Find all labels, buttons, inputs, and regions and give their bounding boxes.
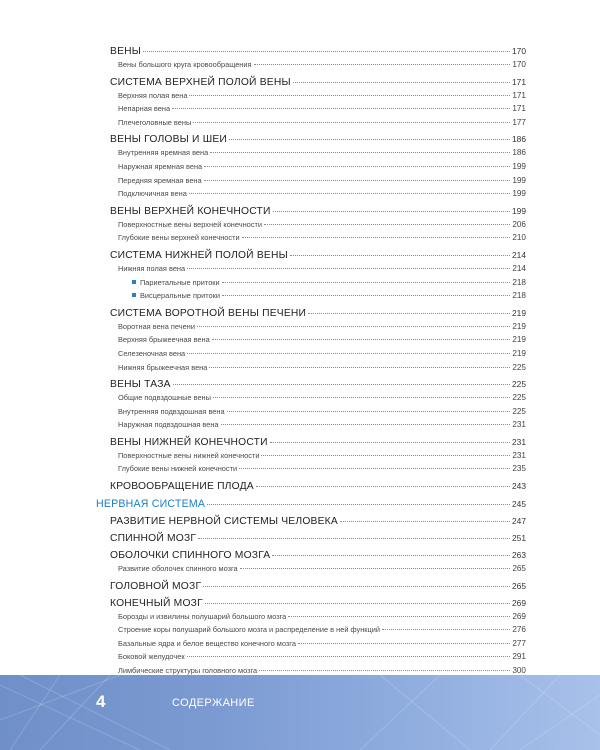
toc-entry-title-text: Строение коры полушарий большого мозга и распределение в ней функций: [118, 625, 381, 635]
toc-entry-title: [118, 119, 191, 126]
toc-entry-title: [118, 640, 296, 647]
toc-page-number: 199: [512, 189, 526, 199]
dot-leader: [205, 603, 510, 604]
toc-entry-title-text: Глубокие вены верхней конечности: [118, 233, 240, 243]
toc-subentry: [96, 613, 526, 627]
toc-entry-title: [110, 438, 268, 448]
toc-subentry: [96, 653, 526, 667]
square-bullet-icon: [132, 280, 136, 284]
dot-leader: [256, 486, 510, 487]
toc-entry-title: [118, 163, 202, 170]
toc-subentry: [96, 323, 526, 337]
dot-leader: [187, 268, 510, 269]
page-number: 4: [96, 692, 106, 711]
toc-chapter-entry: [96, 132, 526, 149]
toc-page-number: 276: [512, 625, 526, 635]
toc-page-number: 218: [512, 277, 526, 287]
toc-subentry: [96, 421, 526, 435]
dot-leader: [187, 656, 511, 657]
toc-entry-title-text: СИСТЕМА ВОРОТНОЙ ВЕНЫ ПЕЧЕНИ: [110, 307, 307, 319]
toc-subentry: [96, 234, 526, 248]
toc-entry-title: [118, 336, 210, 343]
toc-chapter-entry: [96, 531, 526, 548]
footer-decorative-lines: [0, 675, 600, 750]
toc-page-number: 277: [512, 638, 526, 648]
toc-entry-title: [118, 92, 187, 99]
page-footer-band: [0, 675, 600, 750]
toc-entry-title: [118, 265, 185, 272]
toc-entry-title: [118, 421, 219, 428]
toc-page-number: 171: [512, 76, 526, 87]
dot-leader: [340, 521, 510, 522]
toc-entry-title: [110, 551, 270, 561]
toc-page-number: 219: [512, 307, 526, 318]
toc-entry-title: [110, 482, 254, 492]
toc-subentry: [96, 565, 526, 579]
dot-leader: [210, 152, 510, 153]
toc-entry-title: [118, 105, 170, 112]
dot-leader: [261, 455, 510, 456]
toc-page-number: 170: [512, 46, 526, 56]
toc-entry-title: [110, 599, 203, 609]
toc-subentry: [96, 408, 526, 422]
toc-page-number: 231: [512, 420, 526, 430]
toc-page-number: 171: [512, 90, 526, 100]
toc-entry-title-text: Нижняя брыжеечная вена: [118, 362, 208, 372]
toc-subentry: [96, 61, 526, 75]
toc-chapter-entry: [96, 435, 526, 452]
toc-chapter-entry: [96, 377, 526, 394]
toc-subentry: [96, 640, 526, 654]
dot-leader: [222, 295, 510, 296]
toc-subentry: [96, 177, 526, 191]
toc-subentry: [96, 221, 526, 235]
toc-page-number: 214: [512, 263, 526, 273]
toc-entry-title-text: ГОЛОВНОЙ МОЗГ: [110, 580, 202, 592]
toc-entry-title: [110, 309, 306, 319]
toc-entry-title-text: Наружная яремная вена: [118, 161, 203, 171]
toc-entry-title-text: Лимбические структуры головного мозга: [118, 666, 258, 676]
toc-chapter-entry: [96, 579, 526, 596]
toc-page-number: 186: [512, 134, 526, 145]
toc-entry-title: [118, 350, 185, 357]
dot-leader: [290, 255, 510, 256]
toc-page-number: 247: [512, 516, 526, 527]
toc-entry-title: [140, 279, 220, 286]
toc-entry-title: [110, 517, 338, 527]
toc-entry-title: [118, 565, 238, 572]
toc-page-number: 219: [512, 335, 526, 345]
toc-chapter-entry: [96, 306, 526, 323]
toc-entry-title-text: Передняя яремная вена: [118, 175, 202, 185]
dot-leader: [189, 193, 511, 194]
toc-entry-title-text: ВЕНЫ НИЖНЕЙ КОНЕЧНОСТИ: [110, 436, 268, 448]
toc-page-number: 225: [512, 393, 526, 403]
dot-leader: [264, 224, 510, 225]
toc-entry-title-text: Внутренняя яремная вена: [118, 148, 209, 158]
toc-entry-title-text: Верхняя брыжеечная вена: [118, 335, 210, 345]
toc-page-number: 219: [512, 321, 526, 331]
toc-subentry: [96, 465, 526, 479]
toc-page-number: 231: [512, 436, 526, 447]
toc-chapter-entry: [96, 514, 526, 531]
toc-entry-title: [118, 394, 211, 401]
dot-leader: [207, 504, 510, 505]
toc-page-number: 225: [512, 362, 526, 372]
dot-leader: [382, 629, 510, 630]
toc-chapter-entry: [96, 204, 526, 221]
toc-page-number: 199: [512, 175, 526, 185]
toc-entry-title-text: КРОВООБРАЩЕНИЕ ПЛОДА: [110, 481, 254, 493]
toc-page-number: 214: [512, 249, 526, 260]
toc-chapter-entry: [96, 479, 526, 496]
toc-page-number: 225: [512, 379, 526, 390]
toc-page-number: 177: [512, 117, 526, 127]
toc-entry-title-text: Подключичная вена: [118, 189, 187, 199]
toc-entry-title: [118, 626, 380, 633]
toc-part-heading: [96, 496, 526, 514]
dot-leader: [254, 64, 511, 65]
dot-leader: [222, 282, 511, 283]
dot-leader: [187, 353, 510, 354]
toc-entry-title-text: НЕРВНАЯ СИСТЕМА: [96, 498, 206, 511]
toc-chapter-entry: [96, 248, 526, 265]
dot-leader: [308, 313, 510, 314]
dot-leader: [197, 326, 510, 327]
toc-page-number: 300: [512, 666, 526, 676]
toc-subentry: [96, 350, 526, 364]
dot-leader: [270, 442, 510, 443]
toc-page-number: 243: [512, 481, 526, 492]
toc-entry-title-text: Базальные ядра и белое вещество конечного мозга: [118, 638, 296, 648]
toc-chapter-entry: [96, 596, 526, 613]
toc-entry-title-text: Верхняя полая вена: [118, 90, 188, 100]
toc-entry-title-text: Наружная подвздошная вена: [118, 420, 219, 430]
toc-entry-title-text: Париетальные притоки: [140, 277, 220, 287]
dot-leader: [143, 51, 510, 52]
toc-entry-title: [96, 499, 205, 510]
dot-leader: [259, 670, 510, 671]
toc-subentry: [96, 92, 526, 106]
toc-entry-title: [140, 292, 220, 299]
toc-entry-title: [110, 135, 227, 145]
toc-entry-title-text: Развитие оболочек спинного мозга: [118, 564, 238, 574]
toc-page-number: 291: [512, 652, 526, 662]
dot-leader: [203, 586, 510, 587]
toc-subentry: [96, 163, 526, 177]
toc-entry-title: [110, 534, 196, 544]
toc-page-number: 269: [512, 611, 526, 621]
dot-leader: [227, 411, 511, 412]
dot-leader: [240, 568, 511, 569]
toc-entry-title-text: СИСТЕМА ВЕРХНЕЙ ПОЛОЙ ВЕНЫ: [110, 76, 291, 88]
toc-page-number: 186: [512, 148, 526, 158]
toc-entry-title: [110, 47, 141, 57]
toc-entry-title: [118, 364, 207, 371]
toc-entry-title-text: Поверхностные вены нижней конечности: [118, 450, 260, 460]
toc-entry-title: [118, 667, 257, 674]
dot-leader: [221, 424, 511, 425]
toc-entry-title-text: Борозды и извилины полушарий большого мозга: [118, 611, 287, 621]
toc-chapter-entry: [96, 548, 526, 565]
toc-page-number: 231: [512, 450, 526, 460]
toc-page-number: 210: [512, 233, 526, 243]
toc-entry-title: [118, 61, 252, 68]
toc-entry-title-text: Селезеночная вена: [118, 348, 186, 358]
dot-leader: [189, 95, 510, 96]
dot-leader: [229, 139, 510, 140]
dot-leader: [204, 180, 511, 181]
toc-page-number: 206: [512, 219, 526, 229]
toc-entry-title-text: Непарная вена: [118, 104, 171, 114]
toc-subentry: [96, 336, 526, 350]
toc-entry-title: [110, 380, 171, 390]
toc-subentry: [96, 265, 526, 279]
toc-page-number: 265: [512, 580, 526, 591]
square-bullet-icon: [132, 293, 136, 297]
toc-subentry: [96, 190, 526, 204]
toc-entry-title-text: Вены большого круга кровообращения: [118, 60, 252, 69]
toc-entry-title-text: СИСТЕМА НИЖНЕЙ ПОЛОЙ ВЕНЫ: [110, 249, 288, 261]
toc-subentry: [96, 626, 526, 640]
dot-leader: [293, 82, 510, 83]
dot-leader: [273, 211, 510, 212]
toc-entry-title-text: Боковой желудочек: [118, 652, 185, 662]
dot-leader: [209, 367, 510, 368]
toc-entry-title-text: ВЕНЫ ТАЗА: [110, 379, 171, 391]
toc-page-number: 219: [512, 348, 526, 358]
toc-entry-title-text: РАЗВИТИЕ НЕРВНОЙ СИСТЕМЫ ЧЕЛОВЕКА: [110, 516, 338, 528]
toc-page-number: 170: [512, 60, 526, 69]
toc-subentry: [96, 149, 526, 163]
toc-entry-title-text: КОНЕЧНЫЙ МОЗГ: [110, 597, 203, 609]
toc-entry-title-text: СПИННОЙ МОЗГ: [110, 533, 197, 545]
toc-page-number: 269: [512, 597, 526, 608]
toc-entry-title-text: Глубокие вены нижней конечности: [118, 464, 238, 474]
toc-entry-title-text: ВЕНЫ: [110, 46, 142, 57]
toc-entry-title: [110, 78, 291, 88]
dot-leader: [204, 166, 510, 167]
toc-entry-title: [118, 323, 195, 330]
toc-entry-title-text: Внутренняя подвздошная вена: [118, 406, 225, 416]
toc-entry-title: [118, 234, 240, 241]
dot-leader: [239, 468, 510, 469]
dot-leader: [298, 643, 510, 644]
toc-entry-title: [118, 221, 262, 228]
toc-subentry: [96, 394, 526, 408]
toc-page-number: 218: [512, 291, 526, 301]
toc-entry-title-text: Висцеральные притоки: [140, 291, 220, 301]
toc-entry-title-text: Общие подвздошные вены: [118, 393, 211, 403]
toc-subentry: [96, 279, 526, 293]
toc-subentry: [96, 292, 526, 306]
toc-subentry: [96, 364, 526, 378]
dot-leader: [198, 538, 510, 539]
toc-entry-title: [118, 452, 259, 459]
toc-entry-title-text: Поверхностные вены верхней конечности: [118, 219, 263, 229]
dot-leader: [172, 108, 510, 109]
toc-entry-title-text: Нижняя полая вена: [118, 263, 186, 273]
toc-page-number: 263: [512, 550, 526, 561]
toc-subentry: [96, 452, 526, 466]
toc-entry-title: [118, 177, 202, 184]
toc-entry-title-text: ОБОЛОЧКИ СПИННОГО МОЗГА: [110, 550, 271, 562]
toc-chapter-entry: [96, 75, 526, 92]
toc-entry-title: [110, 251, 288, 261]
toc-page-number: 171: [512, 104, 526, 114]
toc-entry-title-text: Плечеголовные вены: [118, 117, 192, 127]
dot-leader: [193, 122, 510, 123]
toc-subentry: [96, 105, 526, 119]
toc-chapter-entry: [96, 44, 526, 61]
dot-leader: [242, 237, 511, 238]
toc-entry-title: [118, 149, 208, 156]
section-label: СОДЕРЖАНИЕ: [172, 697, 255, 709]
toc-entry-title-text: Воротная вена печени: [118, 321, 195, 331]
toc-subentry: [96, 119, 526, 133]
dot-leader: [212, 339, 511, 340]
toc-entry-title: [118, 408, 225, 415]
toc-entry-title: [118, 653, 185, 660]
toc-entry-title: [110, 582, 201, 592]
toc-entry-title: [118, 613, 286, 620]
dot-leader: [173, 384, 510, 385]
toc-entry-title-text: ВЕНЫ ВЕРХНЕЙ КОНЕЧНОСТИ: [110, 205, 271, 217]
toc-page-number: 251: [512, 533, 526, 544]
toc-page-number: 199: [512, 205, 526, 216]
toc-entry-title: [110, 207, 271, 217]
dot-leader: [213, 397, 510, 398]
toc-entry-title: [118, 465, 237, 472]
table-of-contents: [96, 44, 526, 681]
toc-entry-title: [118, 190, 187, 197]
dot-leader: [272, 555, 510, 556]
toc-page-number: 225: [512, 406, 526, 416]
toc-page-number: 265: [512, 564, 526, 574]
toc-entry-title-text: ВЕНЫ ГОЛОВЫ И ШЕИ: [110, 134, 228, 146]
dot-leader: [288, 616, 510, 617]
toc-page-number: 199: [512, 161, 526, 171]
toc-page-number: 235: [512, 464, 526, 474]
toc-page-number: 245: [512, 499, 526, 510]
